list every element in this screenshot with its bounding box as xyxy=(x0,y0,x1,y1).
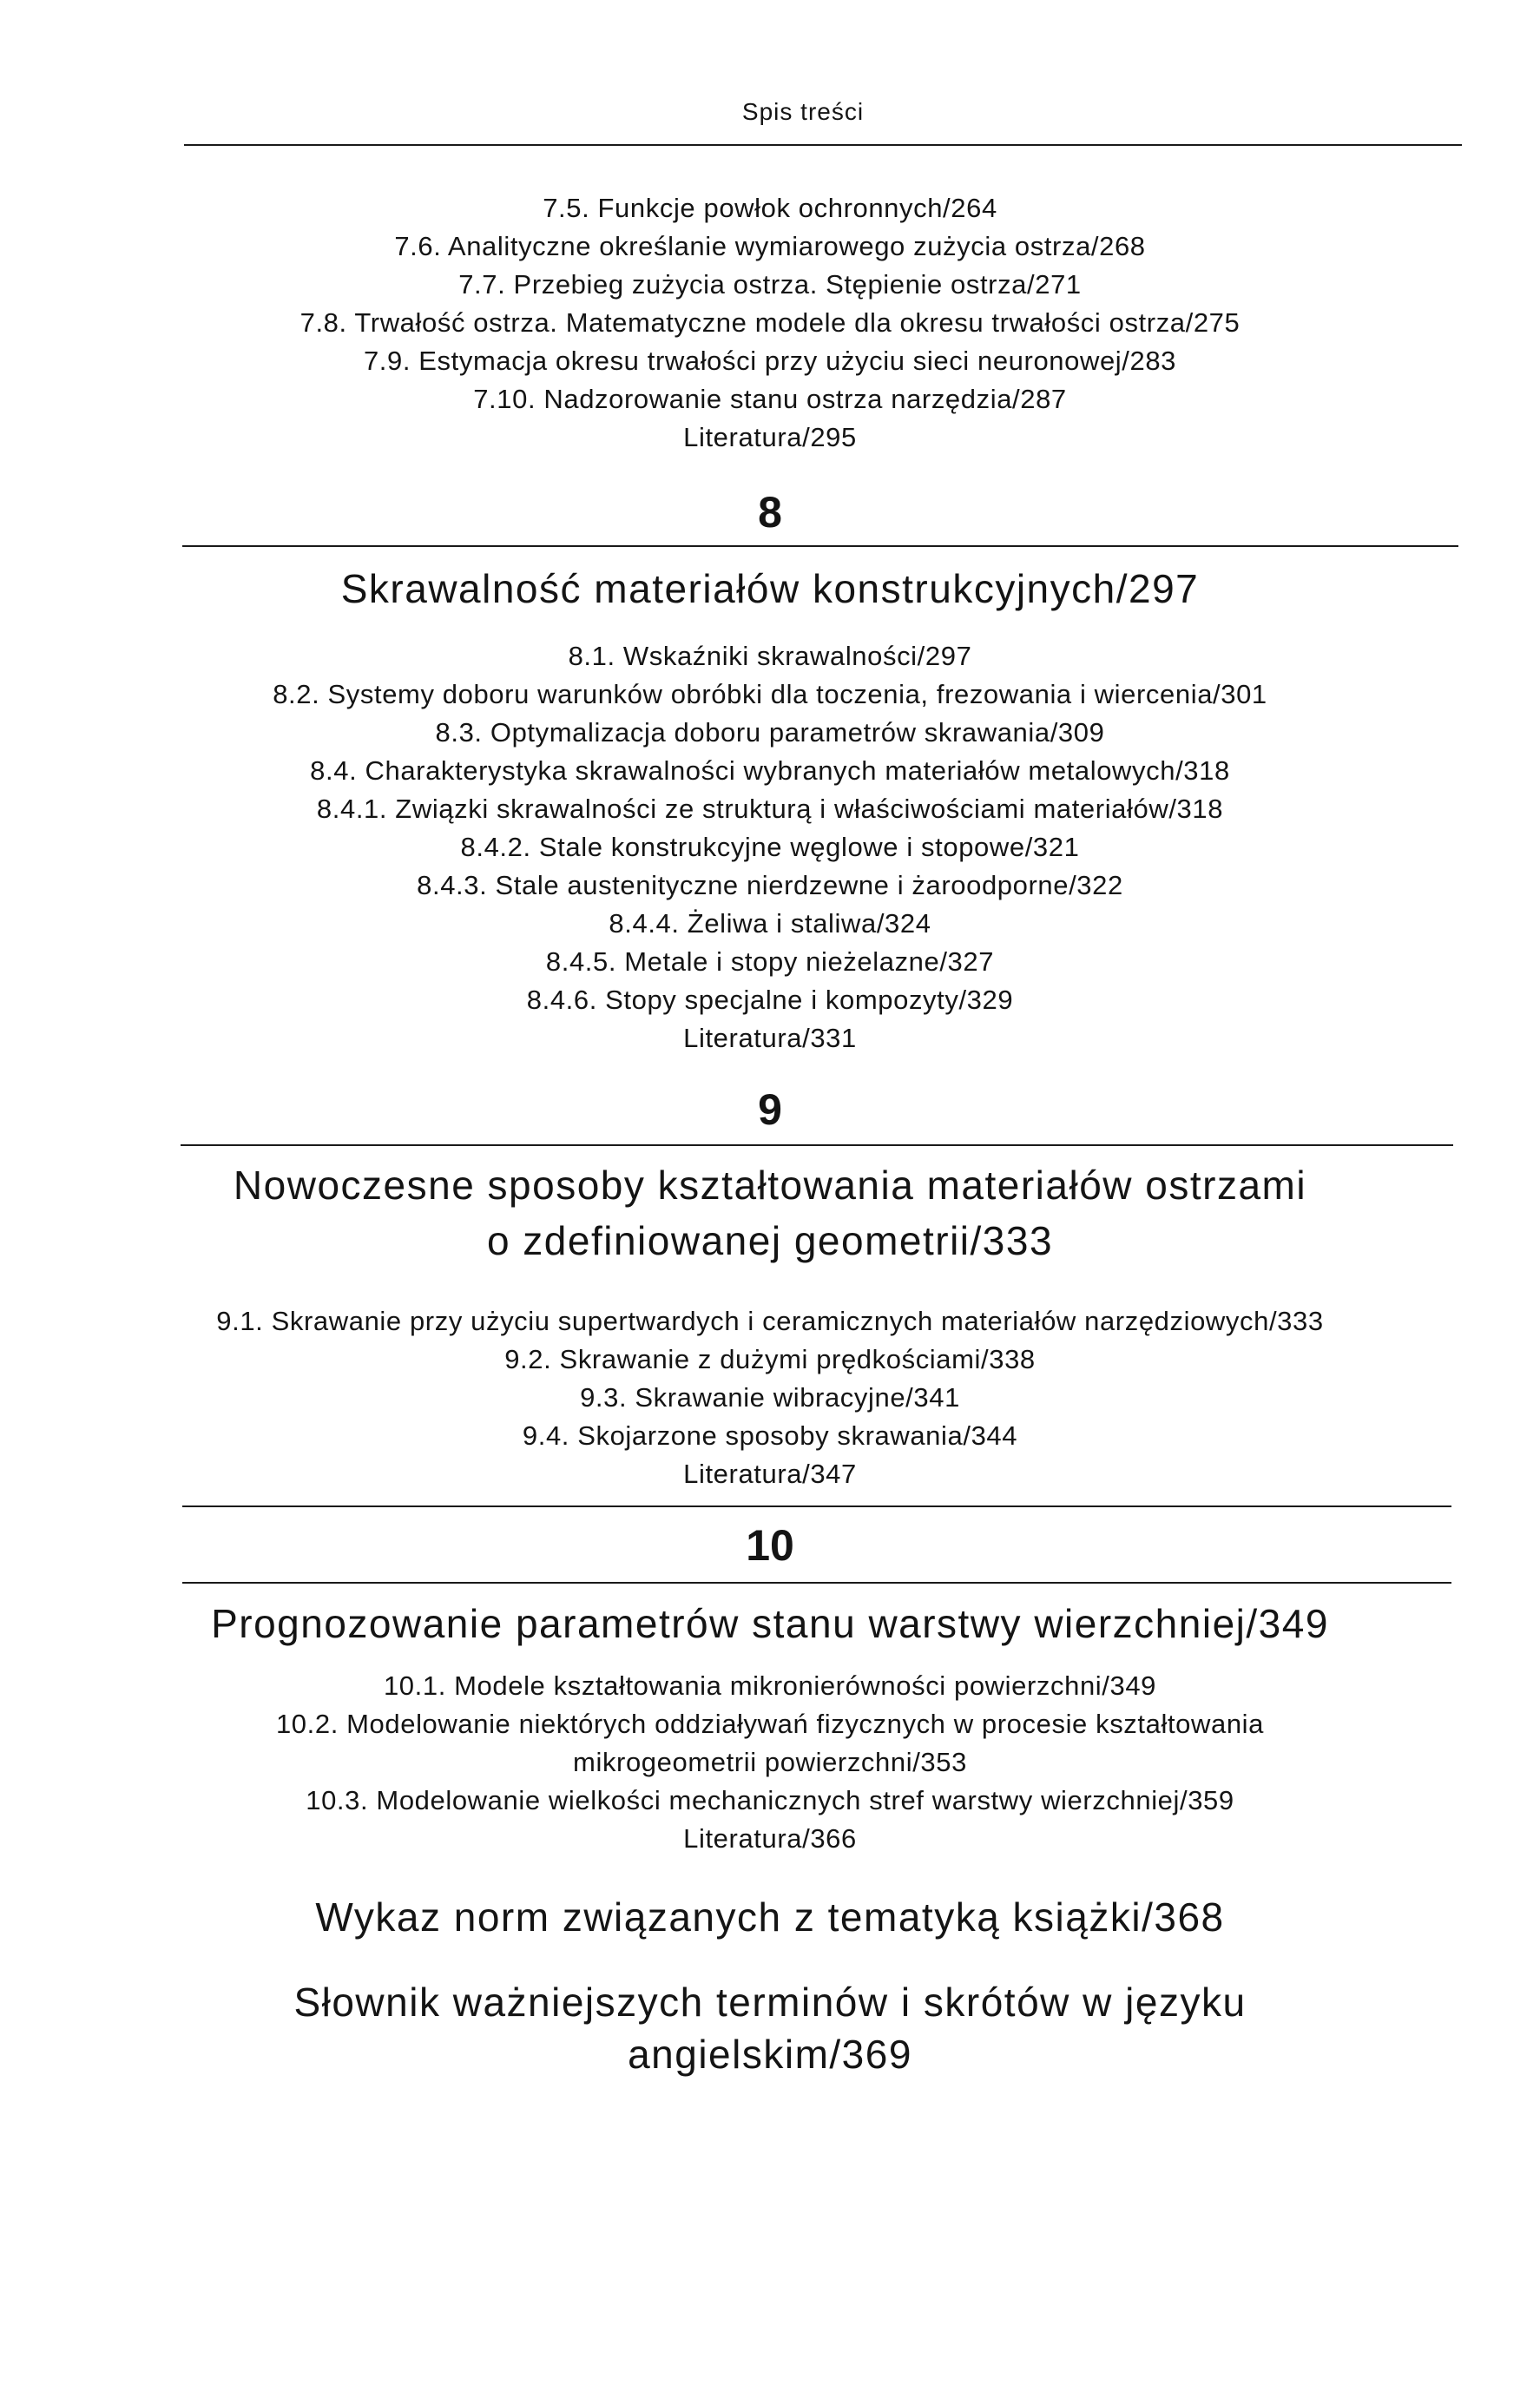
toc-entry: 10.3. Modelowanie wielkości mechanicznych stref warstwy wierzchniej/359 xyxy=(306,1785,1234,1815)
header-rule xyxy=(184,144,1462,146)
chapter-number: 10 xyxy=(746,1521,794,1570)
toc-entry: 8.4.5. Metale i stopy nieżelazne/327 xyxy=(545,946,995,977)
toc-entry: 8.1. Wskaźniki skrawalności/297 xyxy=(568,641,972,671)
chapter-rule xyxy=(181,1144,1453,1146)
glossary-title-line: Słownik ważniejszych terminów i skrótów w języku xyxy=(293,1980,1247,2025)
glossary-title-line: angielskim/369 xyxy=(628,2032,912,2077)
chapter-title-line: o zdefiniowanej geometrii/333 xyxy=(486,1218,1054,1263)
toc-entry: 7.7. Przebieg zużycia ostrza. Stępienie ostrza/271 xyxy=(458,269,1082,300)
chapter-number: 8 xyxy=(758,488,782,537)
chapter-title: Prognozowanie parametrów stanu warstwy wierzchniej/349 xyxy=(211,1601,1329,1646)
toc-entry: 9.4. Skojarzone sposoby skrawania/344 xyxy=(522,1420,1018,1451)
chapter-title-line: Nowoczesne sposoby kształtowania materiałów ostrzami xyxy=(233,1163,1307,1208)
toc-bibliography-entry: Literatura/331 xyxy=(683,1023,857,1053)
toc-entry: 7.10. Nadzorowanie stanu ostrza narzędzia/287 xyxy=(473,384,1067,414)
toc-entry: 8.4.4. Żeliwa i staliwa/324 xyxy=(609,908,931,939)
chapter-rule xyxy=(182,1582,1451,1584)
chapter-title: Skrawalność materiałów konstrukcyjnych/297 xyxy=(340,566,1200,611)
toc-entry: 9.3. Skrawanie wibracyjne/341 xyxy=(580,1382,960,1413)
toc-entry: 10.1. Modele kształtowania mikronierówności powierzchni/349 xyxy=(383,1670,1157,1701)
toc-entry: 8.4.2. Stale konstrukcyjne węglowe i stopowe/321 xyxy=(460,832,1080,862)
toc-entry: 7.6. Analityczne określanie wymiarowego zużycia ostrza/268 xyxy=(394,231,1146,261)
standards-title: Wykaz norm związanych z tematyką książki/368 xyxy=(315,1894,1225,1940)
toc-entry: 9.2. Skrawanie z dużymi prędkościami/338 xyxy=(504,1344,1036,1374)
toc-entry: 8.4.3. Stale austenityczne nierdzewne i żaroodporne/322 xyxy=(417,870,1123,900)
toc-entry: 7.5. Funkcje powłok ochronnych/264 xyxy=(543,193,997,223)
toc-entry: 8.2. Systemy doboru warunków obróbki dla toczenia, frezowania i wiercenia/301 xyxy=(273,679,1267,709)
chapter-rule xyxy=(182,545,1458,547)
running-header: Spis treści xyxy=(741,98,865,125)
toc-bibliography-entry: Literatura/295 xyxy=(683,422,857,452)
chapter-number: 9 xyxy=(758,1085,782,1134)
toc-entry: 8.4.1. Związki skrawalności ze strukturą i właściwościami materiałów/318 xyxy=(316,794,1224,824)
toc-entry: 7.9. Estymacja okresu trwałości przy użyciu sieci neuronowej/283 xyxy=(363,346,1177,376)
toc-entry-continuation: mikrogeometrii powierzchni/353 xyxy=(573,1747,967,1777)
toc-bibliography-entry: Literatura/366 xyxy=(683,1823,857,1854)
chapter-top-rule xyxy=(182,1505,1451,1507)
toc-entry: 8.4. Charakterystyka skrawalności wybranych materiałów metalowych/318 xyxy=(310,755,1230,786)
toc-entry: 9.1. Skrawanie przy użyciu supertwardych i ceramicznych materiałów narzędziowych/333 xyxy=(216,1306,1324,1336)
toc-bibliography-entry: Literatura/347 xyxy=(683,1459,857,1489)
toc-entry: 8.3. Optymalizacja doboru parametrów skrawania/309 xyxy=(435,717,1105,748)
toc-entry: 10.2. Modelowanie niektórych oddziaływań fizycznych w procesie kształtowania xyxy=(275,1709,1265,1739)
toc-entry: 8.4.6. Stopy specjalne i kompozyty/329 xyxy=(526,985,1014,1015)
toc-entry: 7.8. Trwałość ostrza. Matematyczne modele dla okresu trwałości ostrza/275 xyxy=(299,307,1241,338)
